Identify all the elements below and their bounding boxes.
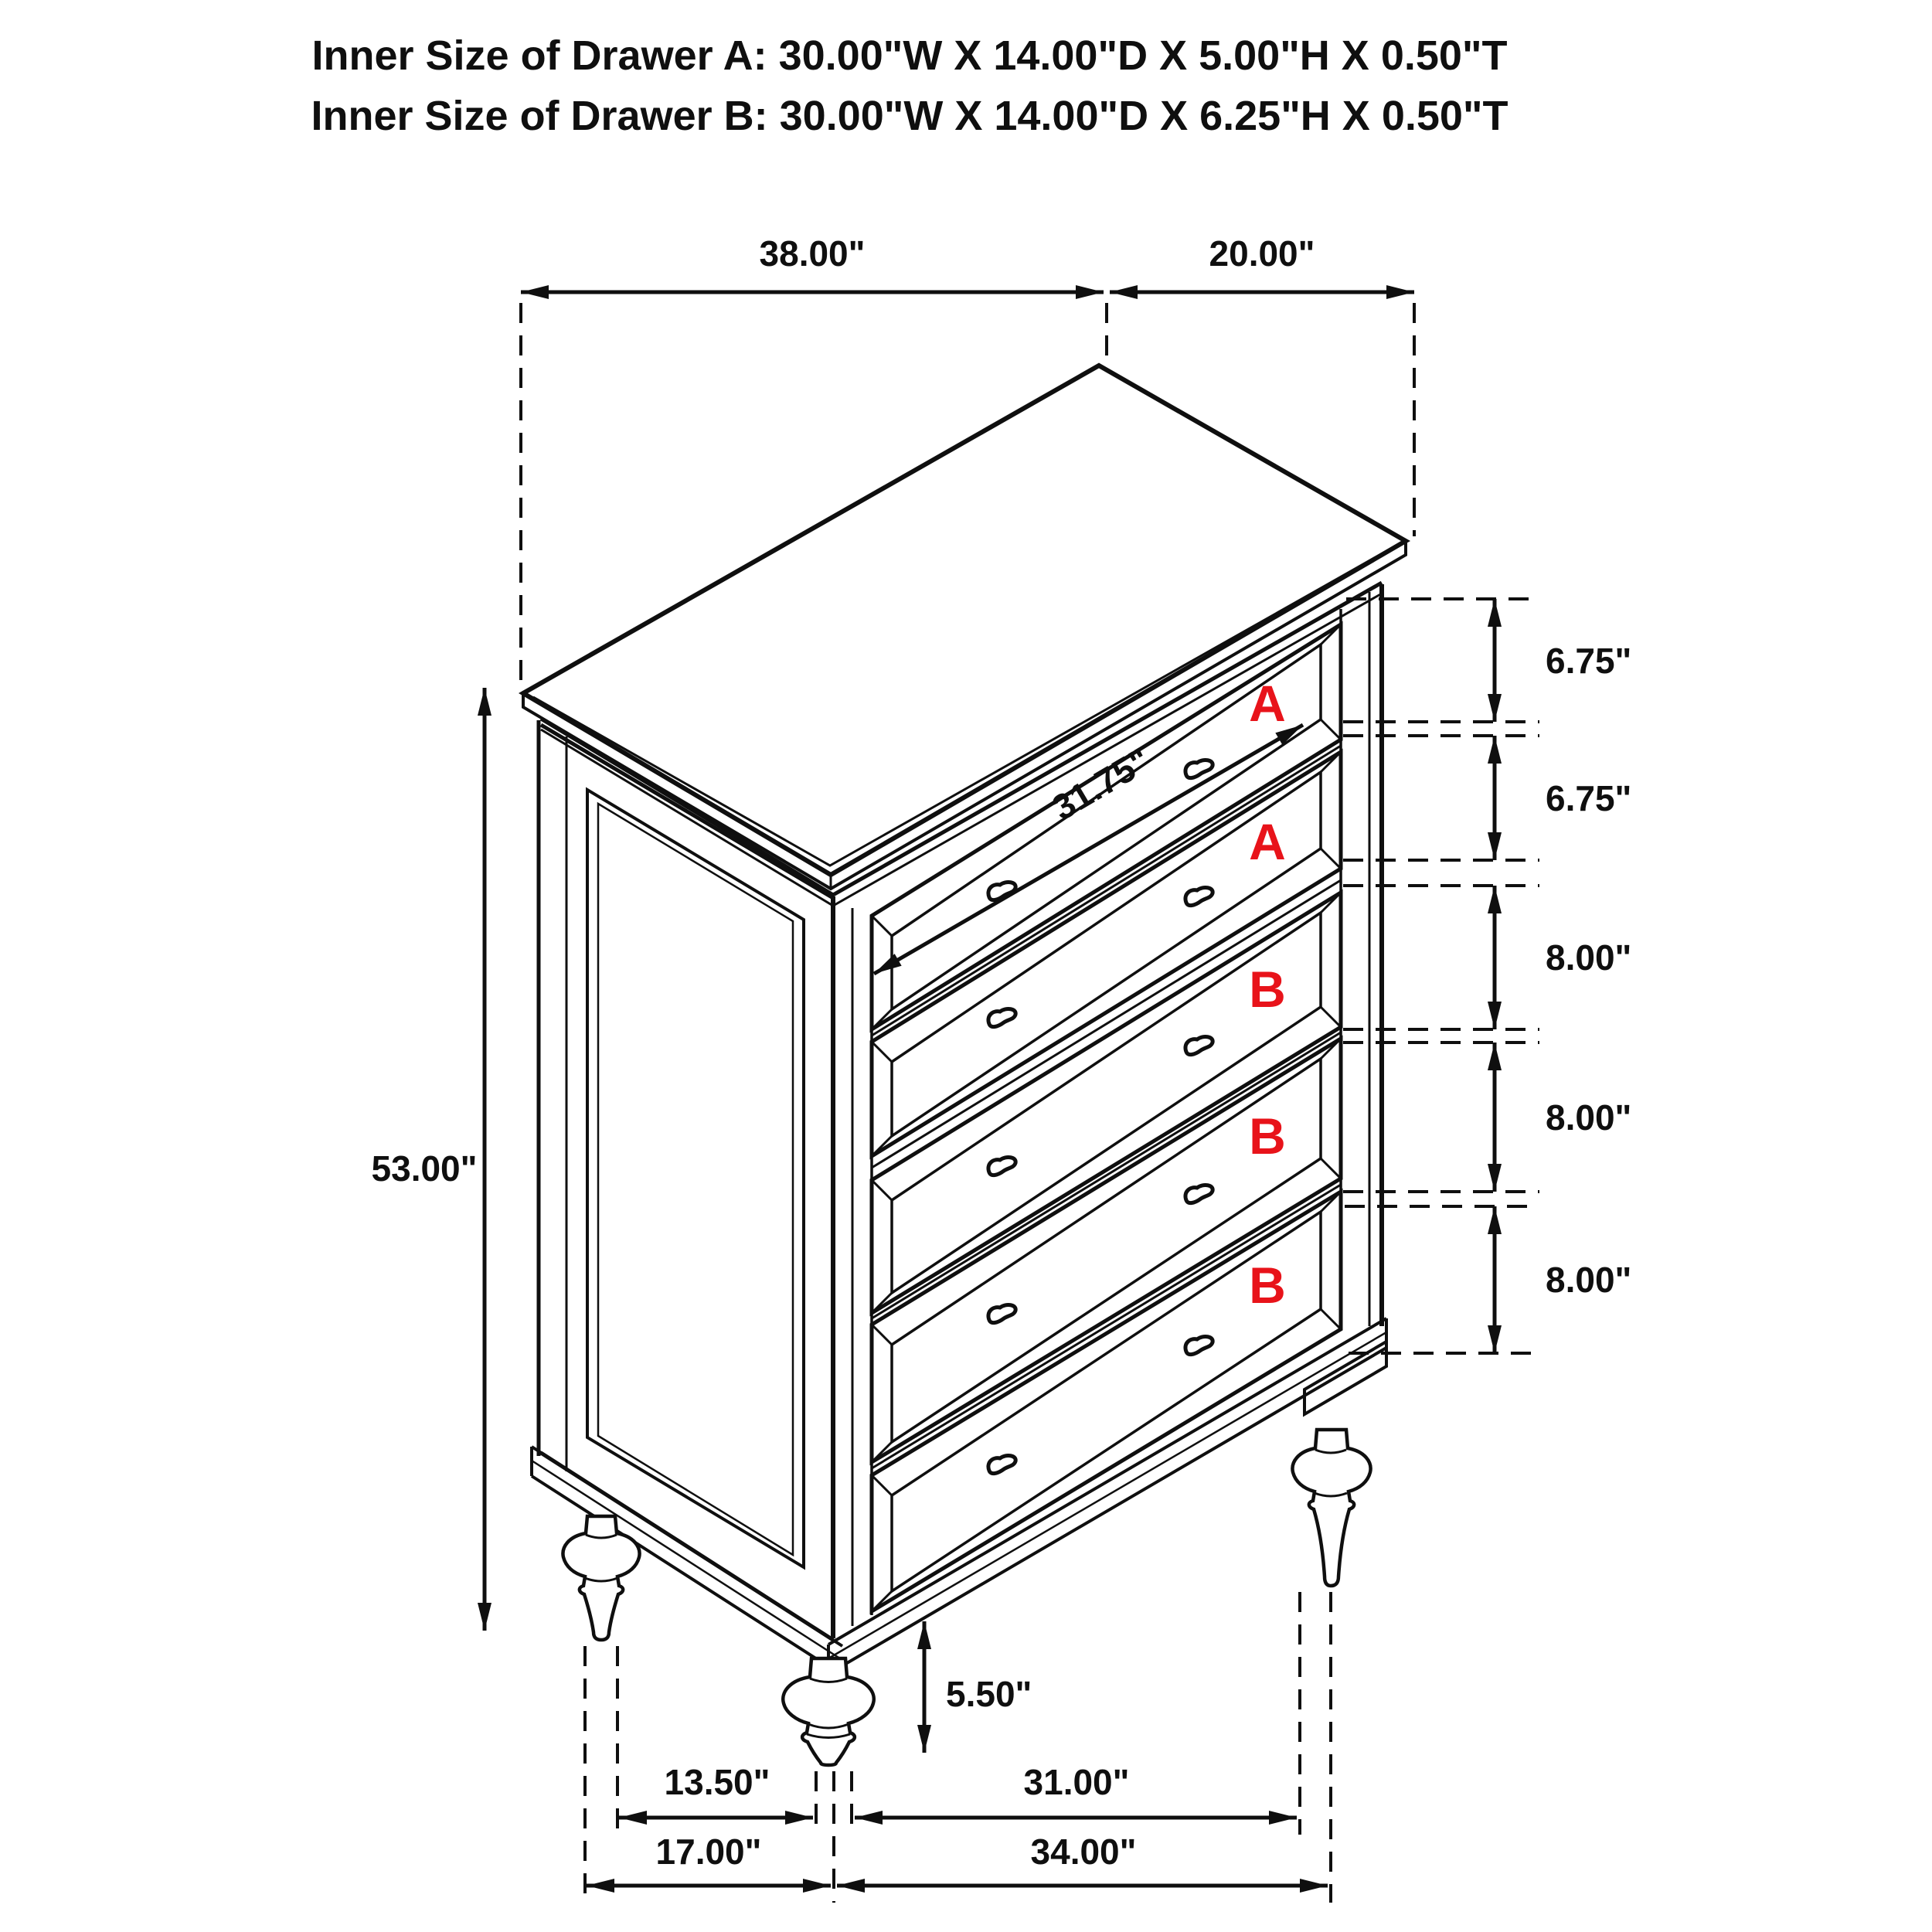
chest-drawing bbox=[523, 366, 1406, 1765]
dim-label-base-outer-width: 34.00" bbox=[1030, 1832, 1137, 1872]
dim-label-base-inner-depth: 13.50" bbox=[664, 1762, 770, 1802]
drawer-handle-icon bbox=[1185, 760, 1213, 778]
dim-label-drawer-1-height: 6.75" bbox=[1546, 641, 1632, 681]
dim-bottom bbox=[585, 1592, 1331, 1903]
drawer-letter: A bbox=[1249, 675, 1286, 732]
drawer-handle-icon bbox=[1185, 1037, 1213, 1055]
dim-label-top-depth: 20.00" bbox=[1209, 233, 1315, 274]
dim-label-top-width: 38.00" bbox=[759, 233, 866, 274]
dim-label-base-inner-width: 31.00" bbox=[1023, 1762, 1130, 1802]
dim-label-drawer-3-height: 8.00" bbox=[1546, 937, 1632, 978]
drawer-letter: B bbox=[1249, 1107, 1286, 1165]
dim-label-overall-height: 53.00" bbox=[371, 1148, 478, 1189]
dim-label-base-outer-depth: 17.00" bbox=[655, 1832, 762, 1872]
dim-label-drawer-4-height: 8.00" bbox=[1546, 1097, 1632, 1138]
dim-label-drawer-diag: 31.75" bbox=[1045, 740, 1158, 828]
drawer-handle-icon bbox=[988, 1305, 1015, 1323]
drawer-handle-icon bbox=[1185, 1337, 1213, 1355]
dim-label-drawer-2-height: 6.75" bbox=[1546, 778, 1632, 818]
drawer-letter: A bbox=[1249, 813, 1286, 870]
drawer-handle-icon bbox=[1185, 1185, 1213, 1203]
dim-label-drawer-5-height: 8.00" bbox=[1546, 1260, 1632, 1300]
dim-drawer-heights bbox=[1343, 599, 1631, 1353]
back-left-leg bbox=[563, 1516, 639, 1640]
legs bbox=[563, 1430, 1370, 1765]
drawer-handle-icon bbox=[1185, 888, 1213, 906]
drawer-handle-icon bbox=[988, 1009, 1015, 1027]
drawer-letter: B bbox=[1249, 1257, 1286, 1314]
base-molding bbox=[532, 1318, 1386, 1675]
dim-leg-height bbox=[924, 1621, 1032, 1753]
header bbox=[311, 32, 1508, 139]
front-leg bbox=[783, 1658, 874, 1765]
drawer-5 bbox=[872, 1192, 1341, 1611]
header-line-drawer-b: Inner Size of Drawer B: 30.00"W X 14.00"D X 6.25"H X 0.50"T bbox=[311, 93, 1509, 139]
dim-top-width bbox=[521, 233, 1107, 686]
drawer-handle-icon bbox=[988, 1456, 1015, 1474]
dim-top-depth bbox=[1110, 233, 1414, 536]
dim-overall-height bbox=[372, 688, 485, 1631]
dim-drawer-diag bbox=[874, 725, 1303, 974]
side-panel bbox=[539, 720, 833, 1640]
dim-label-leg-height: 5.50" bbox=[946, 1674, 1032, 1714]
header-line-drawer-a: Inner Size of Drawer A: 30.00"W X 14.00"D X 5.00"H X 0.50"T bbox=[311, 32, 1508, 79]
drawer-letter: B bbox=[1249, 961, 1286, 1018]
drawer-handle-icon bbox=[988, 1158, 1015, 1175]
